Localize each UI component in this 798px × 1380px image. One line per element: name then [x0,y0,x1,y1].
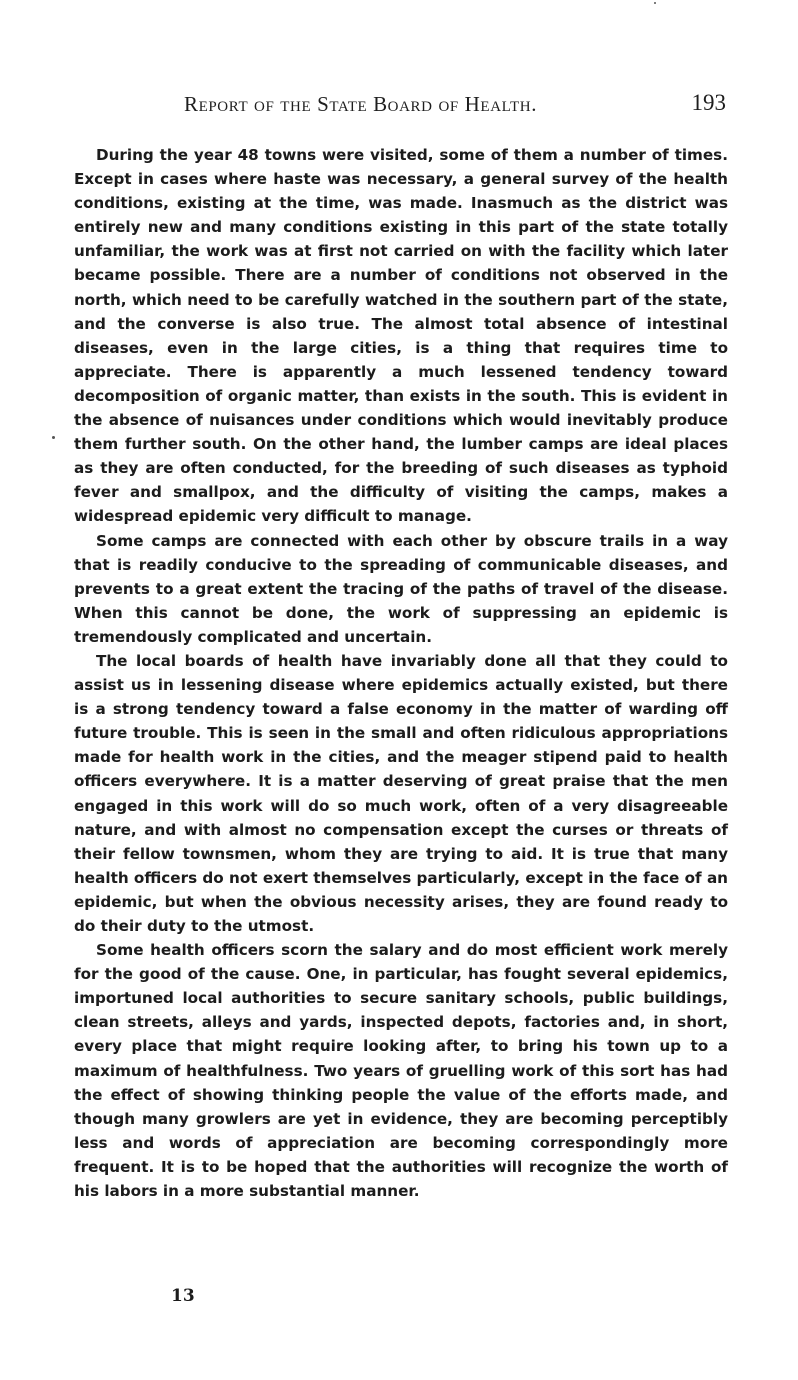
paper-speck [654,2,656,4]
running-title: Report of the State Board of Health. [184,92,538,116]
body-text [74,143,728,1203]
paragraph-4: Some health officers scorn the salary and do most efficient work merely for the good of the cause. One, in particular, has fought several epidemics, importuned local authorities to secure sanitary schools, public buildings, clean streets, alleys and yards, inspected depots, factories and, in short, every place that might require looking after, to bring his town up to a maximum of healthfulness. Two years of gruelling work of this sort has had the effect of showing thinking people the value of the efforts made, and though many growlers are yet in evidence, they are becoming perceptibly less and words of appreciation are becoming correspondingly more frequent. It is to be hoped that the authorities will recognize the worth of his labors in a more substantial manner. [74,941,728,1201]
page-number: 193 [691,90,726,115]
paragraph-3: The local boards of health have invariably done all that they could to assist us in lessening disease where epidemics actually existed, but there is a strong tendency toward a false economy in the matter of warding off future trouble. This is seen in the small and often ridiculous appropriations made for health work in the cities, and the meager stipend paid to health officers everywhere. It is a matter deserving of great praise that the men engaged in this work will do so much work, often of a very disagreeable nature, and with almost no compensation except the curses or threats of their fellow townsmen, whom they are trying to aid. It is true that many health officers do not exert themselves particularly, except in the face of an epidemic, but when the obvious necessity arises, they are found ready to do their duty to the utmost. [74,651,728,935]
paper-speck [52,436,55,439]
signature-mark: 13 [171,1286,195,1306]
running-head [74,92,728,122]
paragraph-2: Some camps are connected with each other by obscure trails in a way that is readily conducive to the spreading of communicable diseases, and prevents to a great extent the tracing of the paths of travel of the disease. When this cannot be done, the work of suppressing an epidemic is tremendously complicated and uncertain. [74,531,728,646]
paragraph-1: During the year 48 towns were visited, some of them a number of times. Except in cases where haste was necessary, a general survey of the health conditions, existing at the time, was made. Inasmuch as the district was entirely new and many conditions existing in this part of the state totally unfamiliar, the work was at first not carried on with the facility which later became possible. There are a number of conditions not observed in the north, which need to be carefully watched in the southern part of the state, and the converse is also true. The almost total absence of intestinal diseases, even in the large cities, is a thing that requires time to appreciate. There is apparently a much lessened tendency toward decomposition of organic matter, than exists in the south. This is evident in the absence of nuisances under conditions which would inevitably produce them further south. On the other hand, the lumber camps are ideal places as they are often conducted, for the breeding of such diseases as typhoid fever and smallpox, and the difficulty of visiting the camps, makes a widespread epidemic very difficult to manage. [74,146,728,526]
